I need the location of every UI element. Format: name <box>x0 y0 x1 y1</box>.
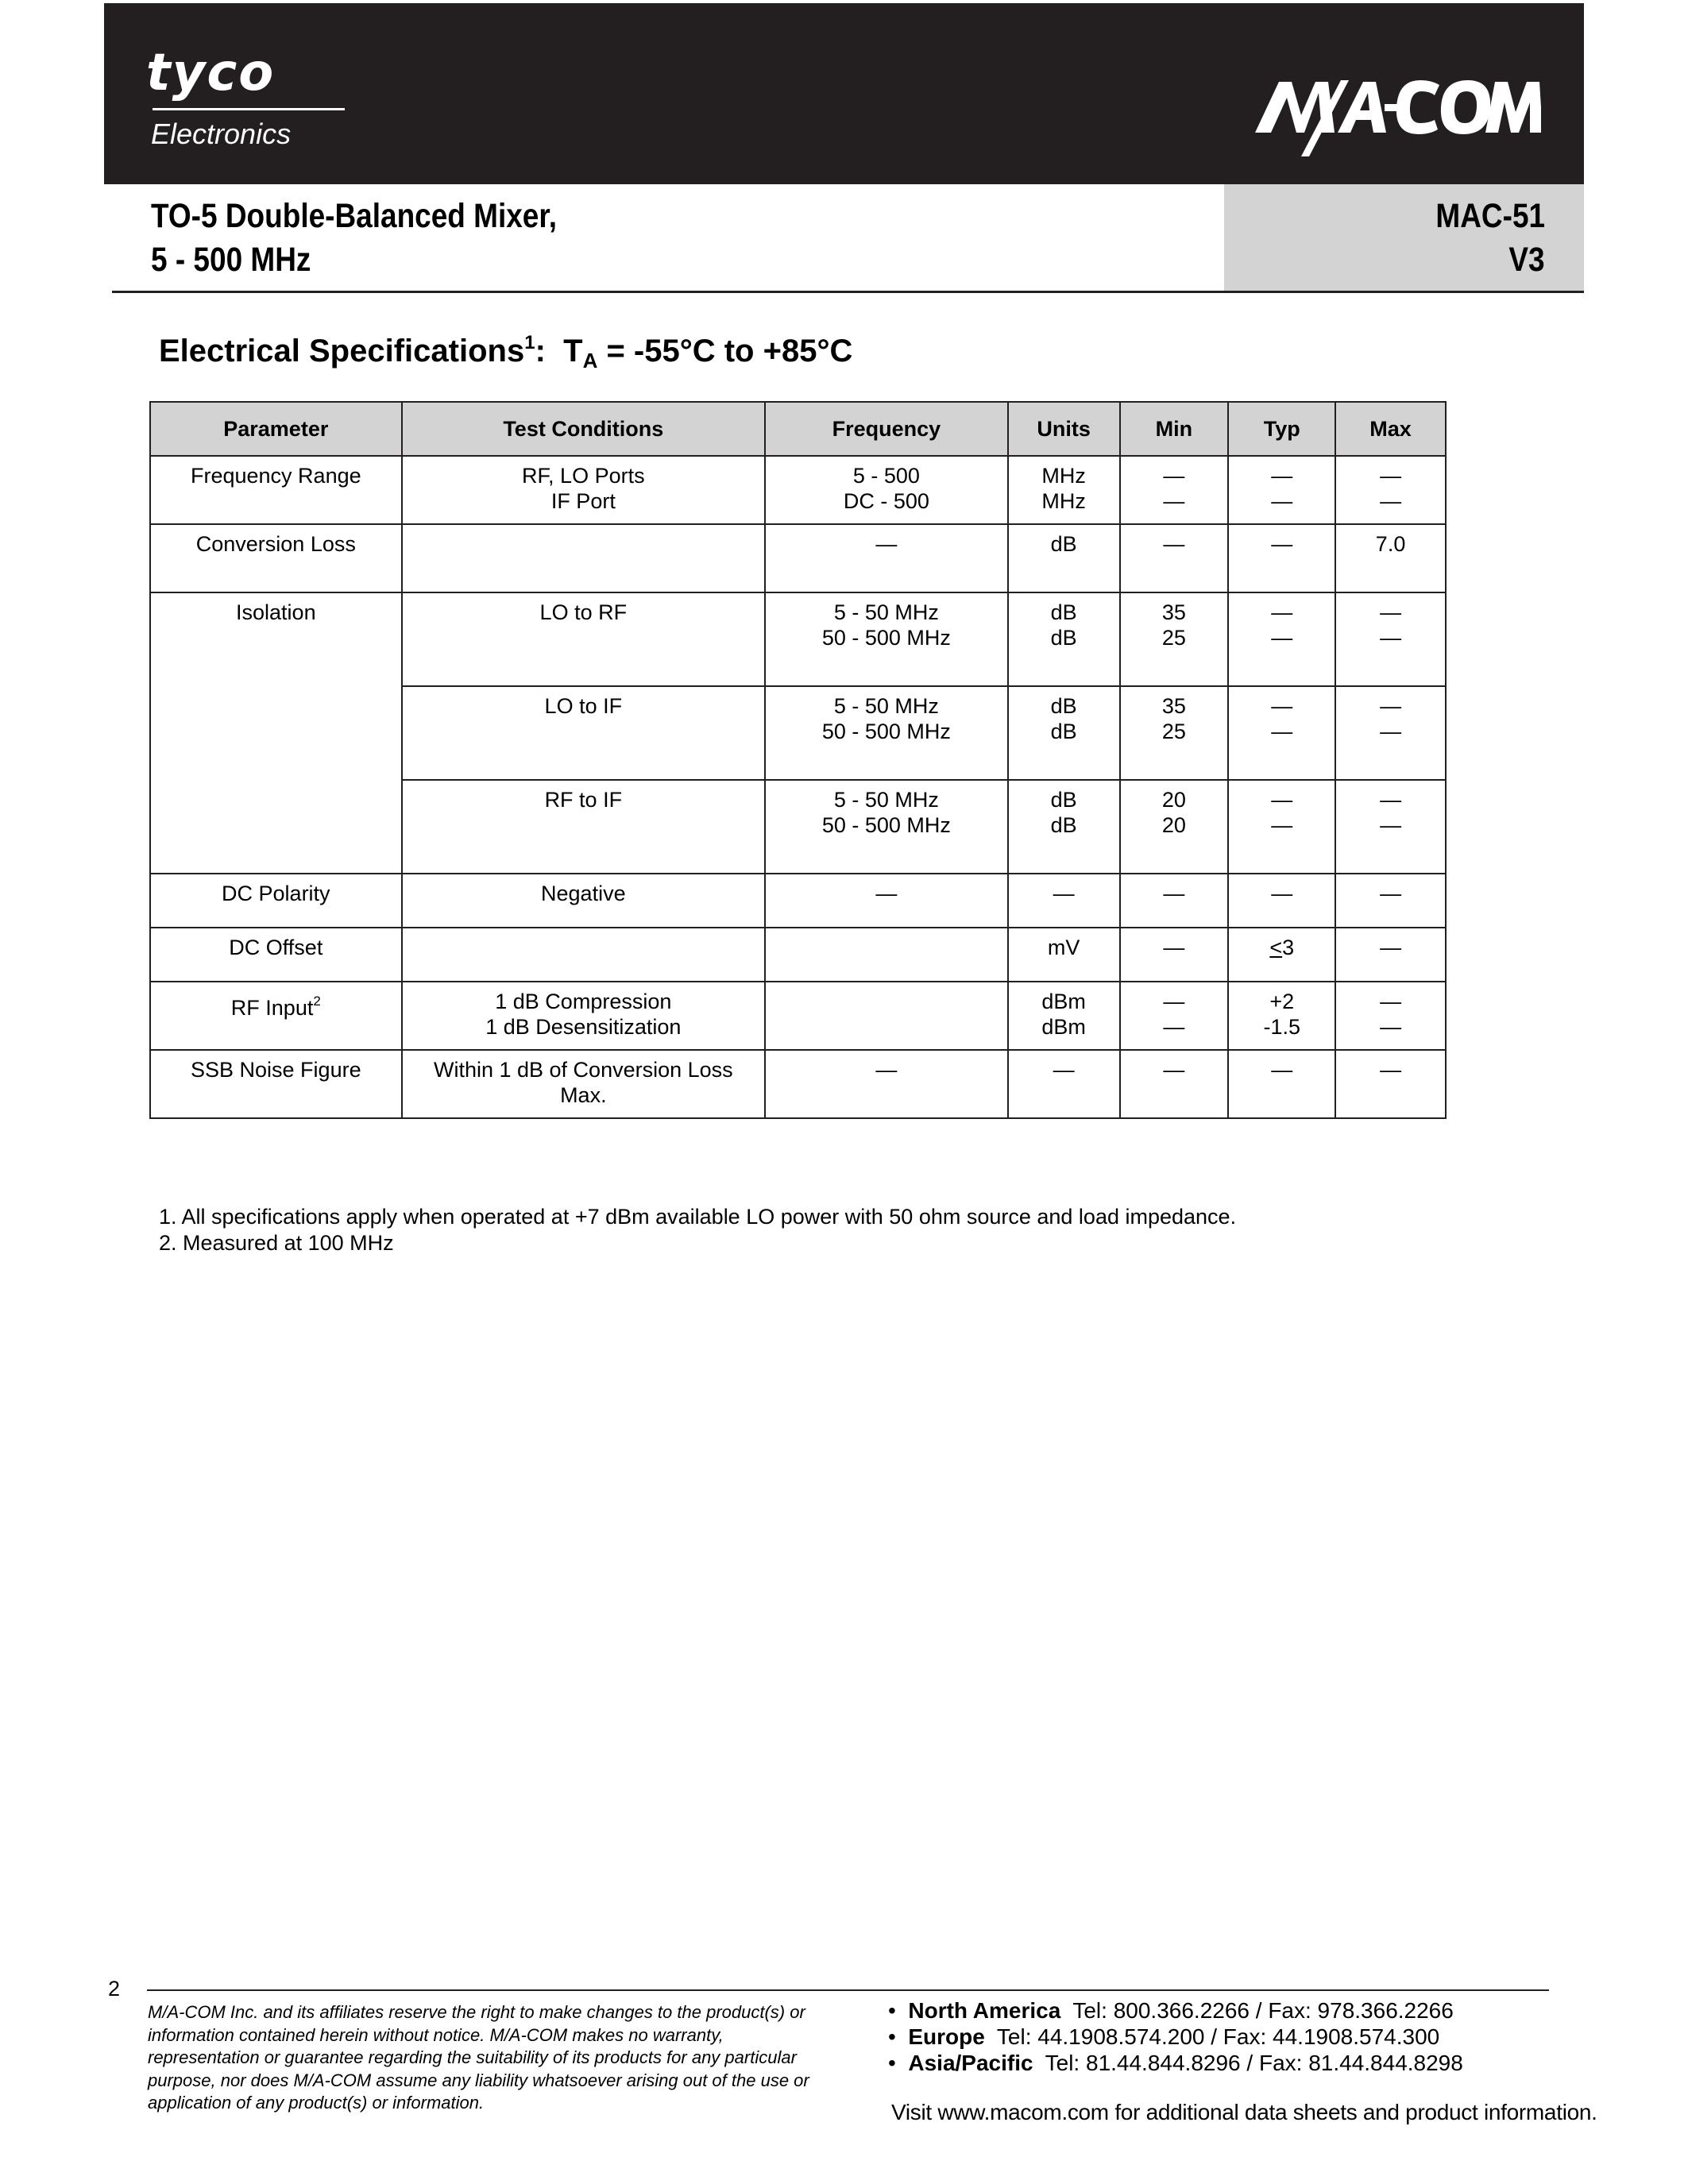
header-frequency: Frequency <box>765 402 1008 456</box>
cell-line: — <box>1380 813 1402 837</box>
cell-conditions <box>402 928 765 982</box>
cell-line: — <box>1271 464 1293 488</box>
version-label: V3 <box>1508 241 1545 279</box>
tyco-logo: tyco <box>146 44 276 102</box>
cell-line: DC - 500 <box>843 489 929 513</box>
cell-line: 50 - 500 MHz <box>821 720 951 743</box>
cell-line: — <box>1380 788 1402 812</box>
cell-frequency <box>765 928 1008 982</box>
cell-line: — <box>1271 489 1293 513</box>
cell-typ <box>1228 982 1335 1050</box>
table-header-row <box>150 402 1446 456</box>
tyco-logo-subtitle: Electronics <box>151 118 292 150</box>
cell-line: -1.5 <box>1263 1015 1300 1039</box>
cell-line: 20 <box>1161 813 1186 837</box>
cell-min <box>1120 686 1229 780</box>
cell-parameter: DC Offset <box>150 928 402 982</box>
cell-parameter: Frequency Range <box>150 456 402 524</box>
cell-line: — <box>1271 694 1293 718</box>
cell-typ <box>1228 686 1335 780</box>
cell-line: 5 - 50 MHz <box>833 788 939 812</box>
cell-line: — <box>1271 720 1293 743</box>
cell-frequency: — <box>765 1050 1008 1118</box>
macom-logo <box>1255 75 1541 163</box>
cell-max <box>1335 780 1446 874</box>
cell-parameter: DC Polarity <box>150 874 402 928</box>
contact-asia-pacific: • Asia/Pacific Tel: 81.44.844.8296 / Fax: 81.44.844.8298 <box>888 2051 1463 2075</box>
cell-min <box>1120 982 1229 1050</box>
cell-line: 25 <box>1161 626 1186 650</box>
header-parameter: Parameter <box>150 402 402 456</box>
cell-typ <box>1228 592 1335 686</box>
cell-line: 35 <box>1161 600 1186 624</box>
cell-line: MHz <box>1041 489 1086 513</box>
cell-frequency <box>765 780 1008 874</box>
cell-line: dBm <box>1041 1015 1086 1039</box>
contact-info: Tel: 81.44.844.8296 / Fax: 81.44.844.8298 <box>1045 2051 1463 2075</box>
cell-parameter: Conversion Loss <box>150 524 402 592</box>
product-title-line-2: 5 - 500 MHz <box>151 241 311 279</box>
table-row <box>150 592 1446 686</box>
cell-line: dB <box>1050 813 1077 837</box>
cell-line: — <box>1380 720 1402 743</box>
cell-max <box>1335 456 1446 524</box>
contact-region: North America <box>908 1998 1061 2023</box>
cell-line: 50 - 500 MHz <box>821 626 951 650</box>
cell-line: dB <box>1050 600 1077 624</box>
footer-website-note[interactable]: Visit www.macom.com for additional data sheets and product information. <box>891 2100 1597 2124</box>
page-number: 2 <box>108 1977 121 2001</box>
header-test-conditions: Test Conditions <box>402 402 765 456</box>
contact-north-america: • North America Tel: 800.366.2266 / Fax: 978.366.2266 <box>888 1998 1454 2023</box>
cell-line: — <box>1380 464 1402 488</box>
cell-parameter: Isolation <box>150 592 402 874</box>
cell-line: — <box>1380 489 1402 513</box>
cell-line: 1 dB Desensitization <box>485 1015 682 1039</box>
product-title-line-1: TO-5 Double-Balanced Mixer, <box>151 197 558 235</box>
cell-line: dB <box>1050 720 1077 743</box>
cell-frequency <box>765 456 1008 524</box>
header-units: Units <box>1008 402 1120 456</box>
cell-line: dB <box>1050 626 1077 650</box>
cell-min <box>1120 456 1229 524</box>
cell-line: — <box>1163 990 1185 1013</box>
cell-units <box>1008 456 1120 524</box>
cell-max: — <box>1335 1050 1446 1118</box>
header-min: Min <box>1120 402 1229 456</box>
cell-conditions <box>402 982 765 1050</box>
table-row <box>150 1050 1446 1118</box>
cell-max: 7.0 <box>1335 524 1446 592</box>
cell-conditions: RF to IF <box>402 780 765 874</box>
cell-typ <box>1228 456 1335 524</box>
footnotes <box>159 1204 1236 1256</box>
section-heading <box>159 332 852 373</box>
cell-line: — <box>1380 990 1402 1013</box>
table-row <box>150 874 1446 928</box>
header-typ: Typ <box>1228 402 1335 456</box>
cell-line: — <box>1163 464 1185 488</box>
footnote-1: 1. All specifications apply when operated at +7 dBm available LO power with 50 ohm source and load impedance. <box>159 1205 1237 1229</box>
cell-min: — <box>1120 874 1229 928</box>
heading-temp-range: = -55°C to +85°C <box>597 334 853 369</box>
less-equal-symbol: < <box>1269 936 1283 959</box>
cell-min: — <box>1120 928 1229 982</box>
cell-line: 5 - 50 MHz <box>833 694 939 718</box>
cell-typ: — <box>1228 874 1335 928</box>
cell-units <box>1008 686 1120 780</box>
contact-info: Tel: 800.366.2266 / Fax: 978.366.2266 <box>1072 1998 1454 2023</box>
cell-line: — <box>1380 626 1402 650</box>
part-number: MAC-51 <box>1435 197 1545 235</box>
cell-frequency <box>765 982 1008 1050</box>
cell-line: dB <box>1050 788 1077 812</box>
cell-typ: — <box>1228 524 1335 592</box>
cell-typ: — <box>1228 1050 1335 1118</box>
cell-units <box>1008 592 1120 686</box>
typ-value: 3 <box>1282 936 1295 959</box>
parameter-text: RF Input <box>230 996 314 1020</box>
cell-units: — <box>1008 874 1120 928</box>
cell-max: — <box>1335 874 1446 928</box>
cell-conditions: LO to IF <box>402 686 765 780</box>
heading-colon: : <box>535 334 546 369</box>
cell-conditions <box>402 1050 765 1118</box>
cell-typ <box>1228 928 1335 982</box>
footer-disclaimer: M/A-COM Inc. and its affiliates reserve the right to make changes to the product(s) or information contained herein without notice. M/A-COM makes no warranty, representation or guarantee regarding the suitability of its products for any particular purpose, nor does M/A-COM assume any liability whatsoever arising out of the use or application of any product(s) or information. <box>148 2002 809 2113</box>
cell-line: — <box>1271 788 1293 812</box>
cell-line: 1 dB Compression <box>495 990 672 1013</box>
cell-line: 25 <box>1161 720 1186 743</box>
footer-rule <box>147 1989 1549 1991</box>
cell-conditions <box>402 456 765 524</box>
cell-line: — <box>1163 1015 1185 1039</box>
cell-frequency <box>765 686 1008 780</box>
footnote-mark: 2 <box>313 994 321 1009</box>
cell-parameter <box>150 982 402 1050</box>
heading-temp-symbol: T <box>563 334 583 369</box>
cell-max <box>1335 592 1446 686</box>
cell-line: — <box>1271 600 1293 624</box>
cell-units <box>1008 780 1120 874</box>
cell-line: Max. <box>560 1083 607 1107</box>
contact-info: Tel: 44.1908.574.200 / Fax: 44.1908.574.300 <box>996 2024 1440 2049</box>
cell-line: — <box>1163 489 1185 513</box>
cell-units: mV <box>1008 928 1120 982</box>
contact-region: Asia/Pacific <box>908 2051 1033 2075</box>
cell-conditions: Negative <box>402 874 765 928</box>
cell-line: dBm <box>1041 990 1086 1013</box>
footnote-2: 2. Measured at 100 MHz <box>159 1231 394 1255</box>
header-max: Max <box>1335 402 1446 456</box>
table-row <box>150 982 1446 1050</box>
cell-line: 35 <box>1161 694 1186 718</box>
cell-frequency: — <box>765 524 1008 592</box>
contact-region: Europe <box>908 2024 985 2049</box>
table-row <box>150 928 1446 982</box>
cell-line: 20 <box>1161 788 1186 812</box>
table-row <box>150 456 1446 524</box>
cell-conditions <box>402 524 765 592</box>
cell-typ <box>1228 780 1335 874</box>
cell-units <box>1008 982 1120 1050</box>
cell-line: 5 - 50 MHz <box>833 600 939 624</box>
cell-min: — <box>1120 1050 1229 1118</box>
cell-min <box>1120 592 1229 686</box>
cell-parameter: SSB Noise Figure <box>150 1050 402 1118</box>
footer-contacts <box>888 1997 1463 2076</box>
cell-frequency: — <box>765 874 1008 928</box>
cell-conditions: LO to RF <box>402 592 765 686</box>
table-row <box>150 524 1446 592</box>
cell-min <box>1120 780 1229 874</box>
cell-line: dB <box>1050 694 1077 718</box>
heading-text: Electrical Specifications <box>159 334 525 369</box>
cell-frequency <box>765 592 1008 686</box>
contact-europe: • Europe Tel: 44.1908.574.200 / Fax: 44.1908.574.300 <box>888 2024 1440 2049</box>
cell-line: +2 <box>1269 990 1295 1013</box>
cell-line: MHz <box>1041 464 1086 488</box>
cell-units: dB <box>1008 524 1120 592</box>
tyco-logo-rule <box>153 108 345 110</box>
cell-line: RF, LO Ports <box>522 464 645 488</box>
cell-line: Within 1 dB of Conversion Loss <box>433 1058 733 1082</box>
cell-min: — <box>1120 524 1229 592</box>
cell-line: 5 - 500 <box>852 464 920 488</box>
cell-line: IF Port <box>550 489 616 513</box>
cell-max <box>1335 686 1446 780</box>
heading-footnote-mark: 1 <box>524 332 535 353</box>
title-rule <box>112 291 1584 293</box>
cell-line: — <box>1271 813 1293 837</box>
cell-line: — <box>1380 694 1402 718</box>
cell-units: — <box>1008 1050 1120 1118</box>
cell-line: 50 - 500 MHz <box>821 813 951 837</box>
cell-line: — <box>1380 600 1402 624</box>
cell-max <box>1335 982 1446 1050</box>
cell-line: — <box>1380 1015 1402 1039</box>
cell-max: — <box>1335 928 1446 982</box>
electrical-spec-table <box>149 401 1447 1119</box>
heading-temp-subscript: A <box>582 349 598 372</box>
cell-line: — <box>1271 626 1293 650</box>
